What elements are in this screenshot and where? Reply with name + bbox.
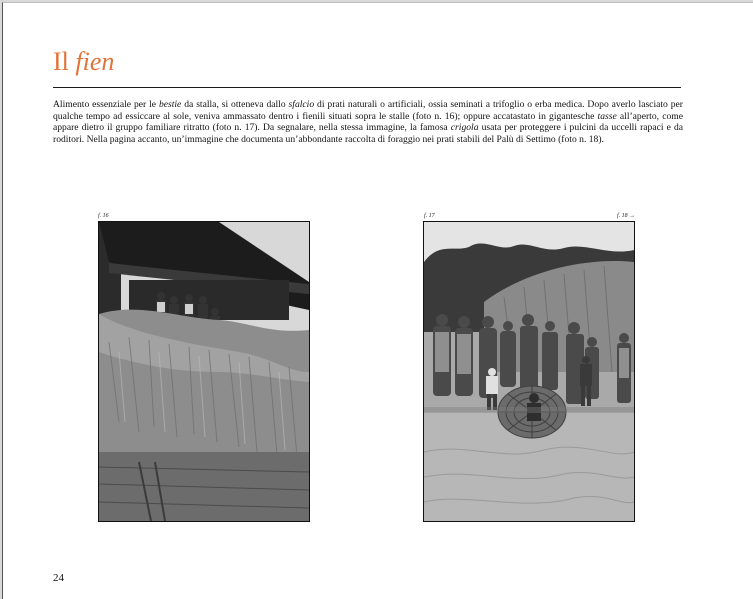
photo-17-caption: f. 17 [424, 213, 435, 219]
photo-17-family-group [423, 221, 635, 522]
photo-17-image [424, 222, 634, 521]
body-text-4: all’aperto, come appare dietro il gruppo familiare ritratto (foto n. 17). Da segnalare, nella stessa immagine, la famosa [53, 110, 683, 134]
body-paragraph [53, 99, 683, 145]
title-rule [53, 87, 681, 88]
body-italic-3: tasse [597, 110, 617, 122]
document-page [2, 2, 753, 599]
body-italic-1: bestie [158, 99, 182, 110]
body-text-1: Alimento essenziale per le [53, 99, 159, 110]
page-number: 24 [53, 572, 64, 584]
photo-16-caption: f. 16 [98, 213, 109, 219]
photo-16-hay-barn [98, 221, 310, 522]
title-plain: Il [53, 47, 69, 76]
body-italic-4: crigola [450, 122, 479, 134]
body-italic-2: sfalcio [288, 99, 315, 110]
body-text-5: usata per proteggere i pulcini da uccelli rapaci e da roditori. Nella pagina accanto, un’immagine che documenta un’abbondante raccolta di foraggio nei prati stabili del Palù di Settimo (foto n. 18). [53, 122, 683, 145]
page-title [53, 47, 114, 77]
title-italic: fien [75, 47, 115, 76]
body-text-3: di prati naturali o artificiali, ossia seminati a trifoglio o erba medica. Dopo averlo lasciato per qualche tempo ad essiccare al sole, veniva ammassato dentro i fienili situati sopra le stalle (foto n. 16); oppure accatastato in gigantesche [53, 99, 683, 122]
photo-18-next-caption: f. 18 → [617, 213, 636, 219]
photo-16-image [99, 222, 309, 521]
body-text-2: da stalla, si otteneva dallo [181, 99, 289, 110]
